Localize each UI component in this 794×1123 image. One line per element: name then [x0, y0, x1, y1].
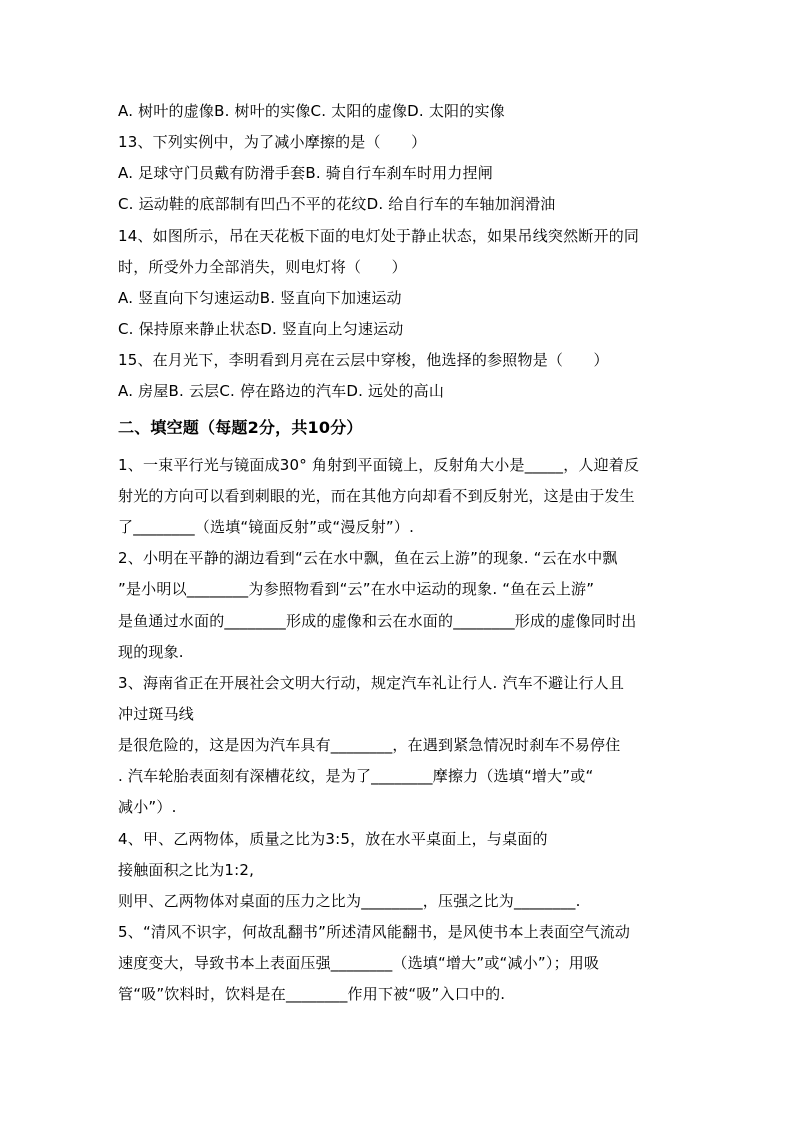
fill-q2-line-3: 是鱼通过水面的________形成的虚像和云在水面的________形成的虚像同时出 — [118, 612, 637, 630]
fill-q3-line-3: 是很危险的，这是因为汽车具有________，在遇到紧急情况时刹车不易停住 — [118, 736, 621, 754]
fill-q2-line-2: ”是小明以________为参照物看到“云”在水中运动的现象. “鱼在云上游” — [118, 580, 595, 598]
fill-q3-line-5: 减小”）. — [118, 798, 177, 816]
fill-q5-line-3: 管“吸”饮料时，饮料是在________作用下被“吸”入口中的. — [118, 985, 506, 1003]
fill-q3-line-2: 冲过斑马线 — [118, 705, 195, 723]
q15-options-line: A. 房屋B. 云层C. 停在路边的汽车D. 远处的高山 — [118, 382, 445, 400]
q13-options-line-1: A. 足球守门员戴有防滑手套B. 骑自行车刹车时用力捏闸 — [118, 164, 493, 182]
fill-q4-line-1: 4、甲、乙两物体，质量之比为3:5，放在水平桌面上，与桌面的 — [118, 830, 548, 848]
fill-q5-line-1: 5、“清风不识字，何故乱翻书”所述清风能翻书，是风使书本上表面空气流动 — [118, 923, 631, 941]
q14-stem-line-2: 时，所受外力全部消失，则电灯将（ ） — [118, 258, 407, 276]
q15-stem-line: 15、在月光下，李明看到月亮在云层中穿梭，他选择的参照物是（ ） — [118, 351, 609, 369]
q14-stem-line-1: 14、如图所示，吊在天花板下面的电灯处于静止状态，如果吊线突然断开的同 — [118, 227, 640, 245]
fill-q3-line-4: . 汽车轮胎表面刻有深槽花纹，是为了________摩擦力（选填“增大”或“ — [118, 767, 594, 785]
fill-q2-line-1: 2、小明在平静的湖边看到“云在水中飘，鱼在云上游”的现象. “云在水中飘 — [118, 549, 618, 567]
q13-stem-line: 13、下列实例中，为了减小摩擦的是（ ） — [118, 133, 427, 151]
fill-q1-line-1: 1、一束平行光与镜面成30° 角射到平面镜上，反射角大小是_____，人迎着反 — [118, 456, 640, 474]
fill-q4-line-3: 则甲、乙两物体对桌面的压力之比为________，压强之比为________. — [118, 892, 581, 910]
q14-options-line-1: A. 竖直向下匀速运动B. 竖直向下加速运动 — [118, 289, 402, 307]
fill-q5-line-2: 速度变大，导致书本上表面压强________（选填“增大”或“减小”）；用吸 — [118, 954, 600, 972]
q13-options-line-2: C. 运动鞋的底部制有凹凸不平的花纹D. 给自行车的车轴加润滑油 — [118, 195, 556, 213]
fill-q1-line-2: 射光的方向可以看到刺眼的光，而在其他方向却看不到反射光，这是由于发生 — [118, 487, 635, 505]
fill-q3-line-1: 3、海南省正在开展社会文明大行动，规定汽车礼让行人. 汽车不避让行人且 — [118, 674, 625, 692]
fill-q4-line-2: 接触面积之比为1:2, — [118, 861, 255, 879]
q12-options-line: A. 树叶的虚像B. 树叶的实像C. 太阳的虚像D. 太阳的实像 — [118, 102, 505, 120]
q14-options-line-2: C. 保持原来静止状态D. 竖直向上匀速运动 — [118, 320, 404, 338]
fill-q2-line-4: 现的现象. — [118, 643, 184, 661]
section-heading-fill-in: 二、填空题（每题2分，共10分） — [118, 418, 363, 437]
fill-q1-line-3: 了________（选填“镜面反射”或“漫反射”）. — [118, 518, 415, 536]
